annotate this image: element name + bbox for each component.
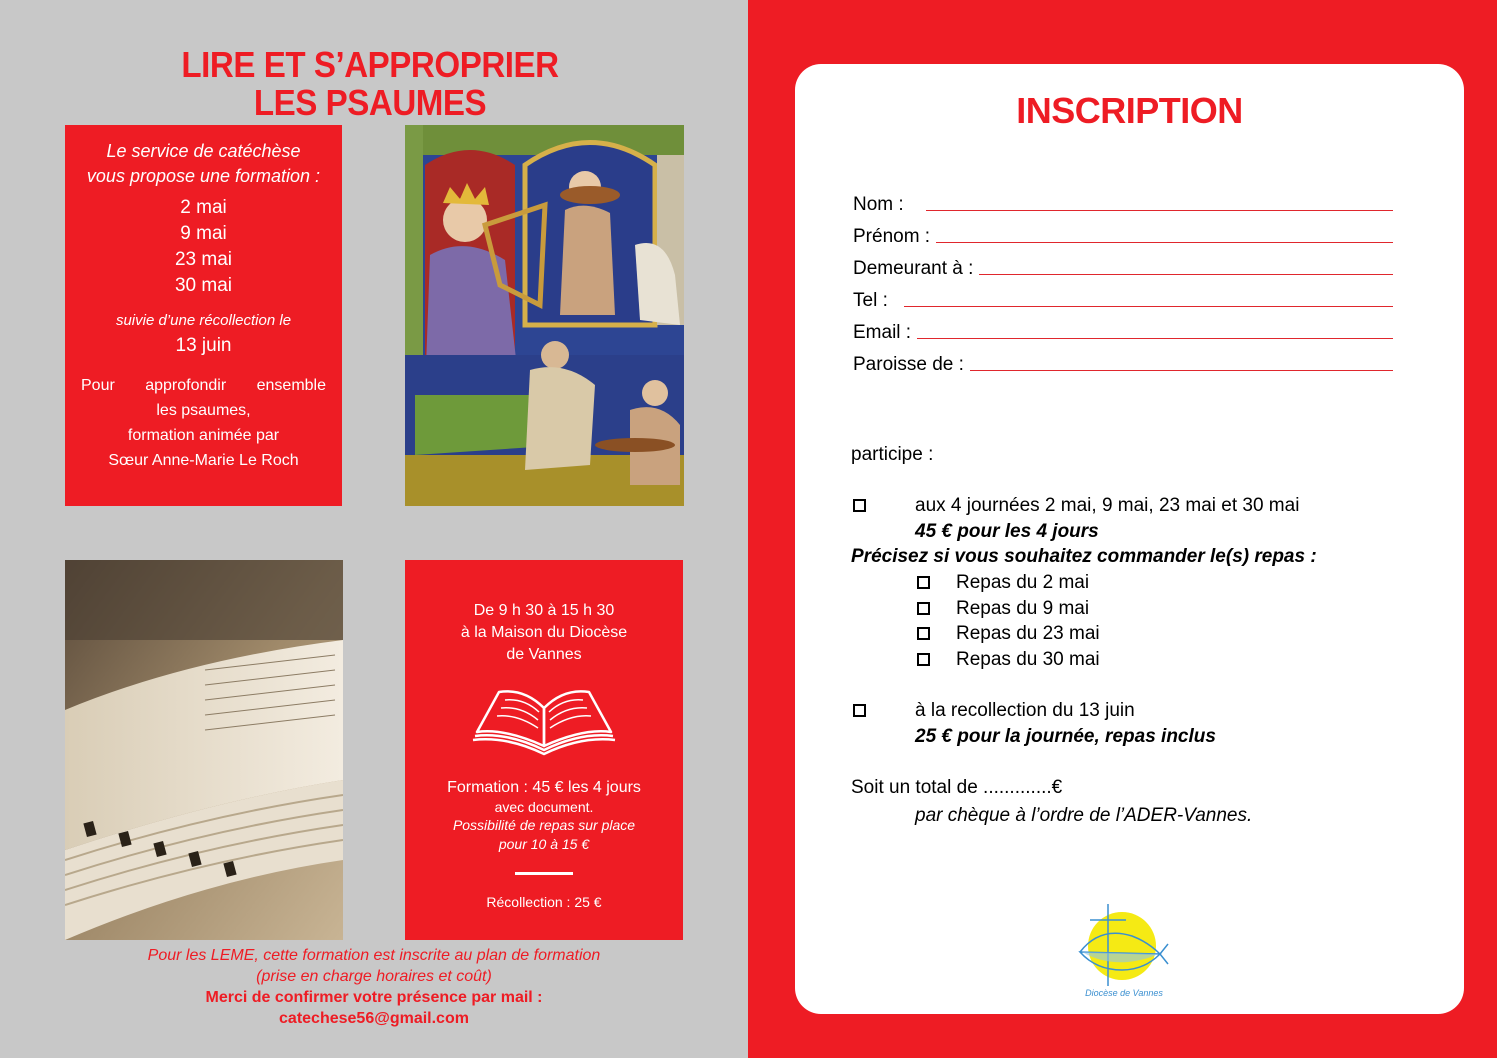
- open-bible-drawing: [65, 560, 343, 940]
- flyer-title: [100, 46, 640, 122]
- document-note: avec document.: [494, 799, 594, 815]
- recollection-date: 13 juin: [175, 335, 232, 356]
- payment-note: par chèque à l’ordre de l’ADER-Vannes.: [915, 805, 1253, 826]
- meals-note-line1: Possibilité de repas sur place: [452, 817, 636, 833]
- address-line[interactable]: [979, 274, 1393, 275]
- purpose-line4: Sœur Anne-Marie Le Roch: [108, 452, 299, 469]
- name-label: Nom :: [853, 194, 920, 215]
- formation-price: Formation : 45 € les 4 jours: [447, 779, 641, 796]
- purpose-line1: [81, 373, 326, 398]
- recollection-price: Récollection : 25 €: [486, 894, 602, 910]
- meal-may-23-checkbox[interactable]: [917, 627, 930, 640]
- schedule-line1: De 9 h 30 à 15 h 30: [473, 602, 615, 619]
- meals-note-line2: pour 10 à 15 €: [498, 836, 590, 852]
- email-field[interactable]: [853, 320, 1393, 344]
- leme-note-line1: Pour les LEME, cette formation est inscrite au plan de formation: [147, 947, 601, 964]
- purpose-line3: formation animée par: [127, 427, 280, 444]
- session-dates: [65, 195, 342, 299]
- session-date: 2 mai: [180, 197, 227, 218]
- session-date: 23 mai: [174, 249, 233, 270]
- intro-box: [65, 125, 342, 506]
- email-label: Email :: [853, 322, 912, 343]
- email-line[interactable]: [917, 338, 1393, 339]
- open-bible-photo: [65, 560, 343, 940]
- meal-may-2-checkbox[interactable]: [917, 576, 930, 589]
- purpose-line2: les psaumes,: [156, 402, 251, 419]
- meal-may-9-label: Repas du 9 mai: [956, 598, 1090, 619]
- first-name-field[interactable]: [853, 224, 1393, 248]
- recollection-checkbox[interactable]: [853, 704, 866, 717]
- meal-may-2-label: Repas du 2 mai: [956, 572, 1090, 593]
- intro-lead-line2: vous propose une formation :: [86, 166, 321, 186]
- purpose-word: ensemble: [256, 377, 326, 394]
- address-field[interactable]: [853, 256, 1393, 280]
- participe-label: participe :: [851, 444, 934, 465]
- session-date: 9 mai: [180, 223, 227, 244]
- meal-may-9-checkbox[interactable]: [917, 602, 930, 615]
- psalm-illumination-image: [405, 125, 684, 506]
- registration-form-card: [795, 64, 1464, 1014]
- confirm-presence-text: Merci de confirmer votre présence par mail :: [205, 989, 543, 1006]
- purpose-word: Pour: [81, 377, 115, 394]
- diocese-logo-text: Diocèse de Vannes: [1085, 988, 1163, 998]
- diocese-logo: [1078, 900, 1170, 1000]
- four-days-price: 45 € pour les 4 jours: [915, 521, 1099, 542]
- total-line: Soit un total de .............€: [851, 777, 1063, 798]
- four-days-checkbox[interactable]: [853, 499, 866, 512]
- purpose-word: approfondir: [145, 377, 227, 394]
- followed-by-text: suivie d’une récollection le: [115, 312, 292, 329]
- parish-field[interactable]: [853, 352, 1393, 376]
- schedule-line3: de Vannes: [506, 646, 582, 663]
- name-line[interactable]: [926, 210, 1393, 211]
- recollection-price-label: 25 € pour la journée, repas inclus: [915, 726, 1216, 747]
- phone-field[interactable]: [853, 288, 1393, 312]
- recollection-label: à la recollection du 13 juin: [915, 700, 1135, 721]
- meal-may-23-label: Repas du 23 mai: [956, 623, 1100, 644]
- leme-note: [65, 945, 683, 1029]
- divider: [515, 872, 573, 875]
- four-days-label: aux 4 journées 2 mai, 9 mai, 23 mai et 30 mai: [915, 495, 1300, 516]
- first-name-label: Prénom :: [853, 226, 931, 247]
- phone-line[interactable]: [904, 306, 1393, 307]
- form-title: INSCRIPTION: [1016, 90, 1243, 131]
- info-box: [405, 560, 683, 940]
- session-date: 30 mai: [174, 275, 233, 296]
- flyer-title-line2: LES PSAUMES: [253, 82, 487, 123]
- psalm-illumination-drawing: [405, 125, 684, 506]
- intro-lead: [65, 139, 342, 189]
- contact-email-link[interactable]: catechese56@gmail.com: [279, 1010, 469, 1027]
- meals-question: Précisez si vous souhaitez commander le(s) repas :: [851, 546, 1317, 567]
- parish-line[interactable]: [970, 370, 1393, 371]
- meal-may-30-checkbox[interactable]: [917, 653, 930, 666]
- parish-label: Paroisse de :: [853, 354, 964, 375]
- open-book-icon: [469, 684, 619, 756]
- address-label: Demeurant à :: [853, 258, 974, 279]
- phone-label: Tel :: [853, 290, 899, 311]
- meals-note: [405, 816, 683, 854]
- intro-lead-line1: Le service de catéchèse: [106, 141, 301, 161]
- name-field[interactable]: [853, 192, 1393, 216]
- flyer-title-line1: LIRE ET S’APPROPRIER: [181, 44, 559, 85]
- schedule-line2: à la Maison du Diocèse: [460, 624, 628, 641]
- meal-may-30-label: Repas du 30 mai: [956, 649, 1100, 670]
- schedule-text: [405, 600, 683, 666]
- purpose-text: [65, 373, 342, 473]
- leme-note-line2: (prise en charge horaires et coût): [256, 968, 492, 985]
- first-name-line[interactable]: [936, 242, 1393, 243]
- diocese-logo-icon: [1078, 900, 1170, 1000]
